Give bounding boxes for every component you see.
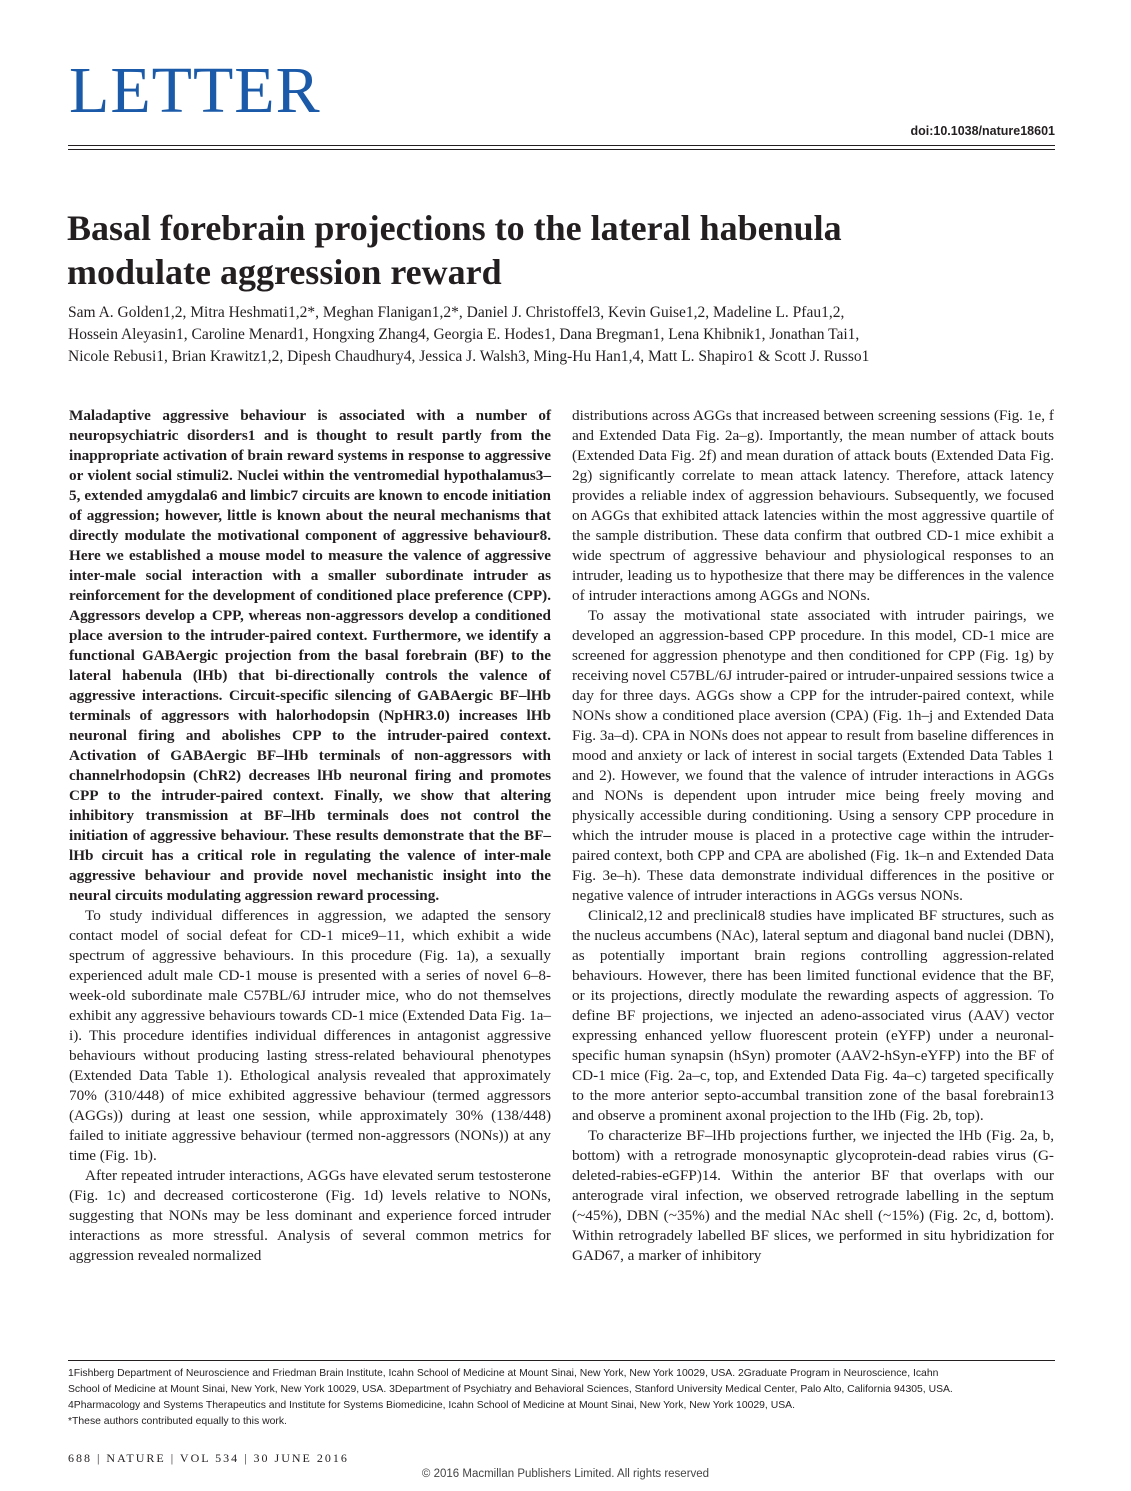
footnote-line: 1Fishberg Department of Neuroscience and Friedman Brain Institute, Icahn School of Medicine at Mount Sinai, New York, New York 10029, USA. 2Graduate Program in Neuroscience, Icahn [68,1368,939,1379]
body-paragraph: To study individual differences in aggression, we adapted the sensory contact model of social defeat for CD-1 mice9–11, which exhibit a wide spectrum of aggressive behaviours. In this procedure (Fig. 1a), a sexually experienced adult male CD-1 mouse is presented with a series of novel 6–8-week-old subordinate male C57BL/6J intruder mice, who do not themselves exhibit any aggressive behaviours towards CD-1 mice (Extended Data Fig. 1a–i). This procedure identifies individual differences in antagonist aggressive behaviours without producing lasting stress-related behavioural phenotypes (Extended Data Table 1). Ethological analysis revealed that approximately 70% (310/448) of mice exhibited aggressive behaviour (termed aggressors (AGGs)) during at least one session, while approximately 30% (138/448) failed to initiate aggressive behaviour (termed non-aggressors (NONs)) at any time (Fig. 1b). [69,907,551,1164]
authors-line-1: Sam A. Golden1,2, Mitra Heshmati1,2*, Meghan Flanigan1,2*, Daniel J. Christoffel3, Kevin Guise1,2, Madeline L. Pfau1,2, [68,304,845,321]
section-label: LETTER [69,54,321,127]
footnote-line: School of Medicine at Mount Sinai, New York, New York 10029, USA. 3Department of Psychiatry and Behavioral Sciences, Stanford University Medical Center, Palo Alto, California 94305, USA. [68,1384,953,1395]
body-paragraph: To characterize BF–lHb projections further, we injected the lHb (Fig. 2a, b, bottom) with a retrograde monosynaptic glycoprotein-dead rabies virus (G-deleted-rabies-eGFP)14. Within the anterior BF that overlaps with our anterograde viral infection, we observed retrograde labelling in the septum (~45%), DBN (~35%) and the medial NAc shell (~15%) (Fig. 2c, d, bottom). Within retrogradely labelled BF slices, we performed in situ hybridization for GAD67, a marker of inhibitory [572,1127,1054,1264]
authors-line-3: Nicole Rebusi1, Brian Krawitz1,2, Dipesh Chaudhury4, Jessica J. Walsh3, Ming-Hu Han1,4, Matt L. Shapiro1 & Scott J. Russo1 [68,348,870,365]
body-paragraph: distributions across AGGs that increased between screening sessions (Fig. 1e, f and Extended Data Fig. 2a–g). Importantly, the mean number of attack bouts (Extended Data Fig. 2f) and mean duration of attack bouts (Extended Data Fig. 2g) significantly correlate to mean attack latency. Therefore, attack latency provides a reliable index of aggression behaviours. Subsequently, we focused on AGGs that exhibited attack latencies within the most aggressive quartile of the sample distribution. These data confirm that outbred CD-1 mice exhibit a wide spectrum of aggressive behaviour and physiological responses to an intruder, leading us to hypothesize that there may be differences in the valence of intruder interactions among AGGs and NONs. [572,407,1054,604]
footnote-line: 4Pharmacology and Systems Therapeutics and Institute for Systems Biomedicine, Icahn School of Medicine at Mount Sinai, New York, New York 10029, USA. [68,1400,795,1411]
footnote-rule [68,1360,1055,1361]
body-column-left [69,406,551,1266]
doi-text: doi:10.1038/nature18601 [910,124,1055,138]
footnote-line: *These authors contributed equally to this work. [68,1416,287,1427]
title-line-2: modulate aggression reward [67,252,502,292]
page-footer: 688 | NATURE | VOL 534 | 30 JUNE 2016 [68,1451,349,1465]
body-column-right [572,406,1054,1266]
copyright-notice: © 2016 Macmillan Publishers Limited. All rights reserved [421,1468,710,1480]
header-rule [68,145,1055,146]
author-list [68,302,1058,368]
body-paragraph: After repeated intruder interactions, AGGs have elevated serum testosterone (Fig. 1c) and decreased corticosterone (Fig. 1d) levels relative to NONs, suggesting that NONs may be less dominant and experience forced intruder interactions as more stressful. Analysis of several common metrics for aggression revealed normalized [69,1167,551,1264]
title-line-1: Basal forebrain projections to the lateral habenula [67,208,842,248]
affiliation-footnotes [68,1366,1058,1430]
authors-line-2: Hossein Aleyasin1, Caroline Menard1, Hongxing Zhang4, Georgia E. Hodes1, Dana Bregman1, Lena Khibnik1, Jonathan Tai1, [68,326,860,343]
header-rule-secondary [68,149,1055,150]
body-paragraph: Clinical2,12 and preclinical8 studies have implicated BF structures, such as the nucleus accumbens (NAc), lateral septum and diagonal band nuclei (DBN), as potentially important brain regions controlling aggression-related behaviours. However, there has been limited functional evidence that the BF, or its projections, directly modulate the rewarding aspects of aggression. To define BF projections, we injected an adeno-associated virus (AAV) vector expressing enhanced yellow fluorescent protein (eYFP) under a neuronal-specific human synapsin (hSyn) promoter (AAV2-hSyn-eYFP) into the BF of CD-1 mice (Fig. 2a–c, top, and Extended Data Fig. 4a–c) targeted specifically to the more anterior septo-accumbal transition zone of the basal forebrain13 and observe a prominent axonal projection to the lHb (Fig. 2b, top). [572,907,1054,1124]
article-title [67,206,1057,294]
abstract: Maladaptive aggressive behaviour is associated with a number of neuropsychiatric disorders1 and is thought to result partly from the inappropriate activation of brain reward systems in response to aggressive or violent social stimuli2. Nuclei within the ventromedial hypothalamus3–5, extended amygdala6 and limbic7 circuits are known to encode initiation of aggression; however, little is known about the neural mechanisms that directly modulate the motivational component of aggressive behaviour8. Here we established a mouse model to measure the valence of aggressive inter-male social interaction with a smaller subordinate intruder as reinforcement for the development of conditioned place preference (CPP). Aggressors develop a CPP, whereas non-aggressors develop a conditioned place aversion to the intruder-paired context. Furthermore, we identify a functional GABAergic projection from the basal forebrain (BF) to the lateral habenula (lHb) that bi-directionally controls the valence of aggressive interactions. Circuit-specific silencing of GABAergic BF–lHb terminals of aggressors with halorhodopsin (NpHR3.0) increases lHb neuronal firing and abolishes CPP to the intruder-paired context. Activation of GABAergic BF–lHb terminals of non-aggressors with channelrhodopsin (ChR2) decreases lHb neuronal firing and promotes CPP to the intruder-paired context. Finally, we show that altering inhibitory transmission at BF–lHb terminals does not control the initiation of aggressive behaviour. These results demonstrate that the BF–lHb circuit has a critical role in regulating the valence of inter-male aggressive behaviour and provide novel mechanistic insight into the neural circuits modulating aggression reward processing. [69,407,551,904]
body-paragraph: To assay the motivational state associated with intruder pairings, we developed an aggression-based CPP procedure. In this model, CD-1 mice are screened for aggression phenotype and then conditioned for CPP (Fig. 1g) by receiving novel C57BL/6J intruder-paired or intruder-unpaired sessions twice a day for three days. AGGs show a CPP for the intruder-paired context, while NONs show a conditioned place aversion (CPA) (Fig. 1h–j and Extended Data Fig. 3a–d). CPA in NONs does not appear to result from baseline differences in mood and anxiety or lack of interest in social targets (Extended Data Tables 1 and 2). However, we found that the valence of intruder interactions in AGGs and NONs is dependent upon intruder mice being freely moving and physically accessible during conditioning. Using a sensory CPP procedure in which the intruder mouse is placed in a protective cage within the intruder-paired context, both CPP and CPA are abolished (Fig. 1k–n and Extended Data Fig. 3e–h). These data demonstrate individual differences in the positive or negative valence of intruder interactions in AGGs versus NONs. [572,607,1054,904]
